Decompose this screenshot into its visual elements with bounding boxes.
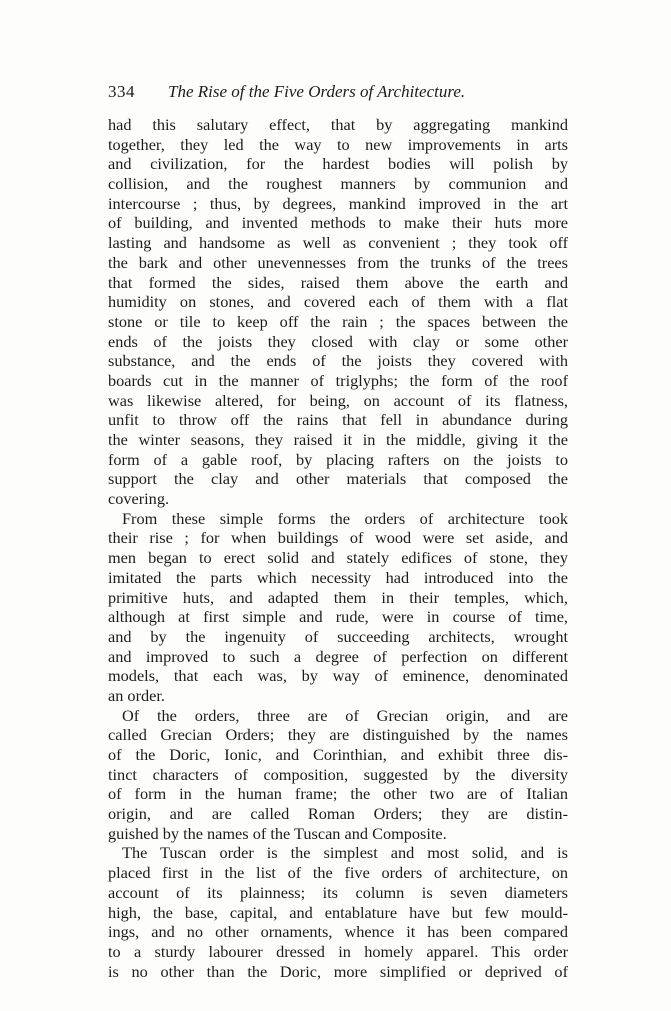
text-line: lasting and handsome as well as convenient ; they took off	[108, 233, 568, 253]
body-text	[108, 115, 568, 981]
text-line: origin, and are called Roman Orders; they are distin-	[108, 804, 568, 824]
text-line: an order.	[108, 685, 165, 705]
text-line: high, the base, capital, and entablature have but few mould-	[108, 902, 568, 922]
text-line: ings, and no other ornaments, whence it has been compared	[108, 922, 568, 942]
text-line: of building, and invented methods to make their huts more	[108, 213, 568, 233]
text-line: collision, and the roughest manners by communion and	[108, 174, 568, 194]
text-line: tinct characters of composition, suggested by the diversity	[108, 764, 568, 784]
page-number: 334	[108, 82, 135, 101]
paragraph-start-line: Of the orders, three are of Grecian origin, and are	[122, 705, 568, 725]
text-line: of the Doric, Ionic, and Corinthian, and exhibit three dis-	[108, 745, 568, 764]
text-line: the bark and other unevennesses from the trunks of the trees	[108, 252, 568, 272]
text-line: had this salutary effect, that by aggregating mankind	[108, 115, 568, 134]
text-line: placed first in the list of the five orders of architecture, on	[108, 863, 568, 883]
paragraph-start-line: From these simple forms the orders of architecture took	[122, 508, 568, 528]
text-line: ends of the joists they closed with clay or some other	[108, 331, 568, 351]
text-line: primitive huts, and adapted them in their temples, which,	[108, 587, 568, 607]
text-line: stone or tile to keep off the rain ; the spaces between the	[108, 311, 568, 331]
text-line: intercourse ; thus, by degrees, mankind improved in the art	[108, 193, 568, 213]
text-line: although at first simple and rude, were in course of time,	[108, 607, 568, 627]
text-line: models, that each was, by way of eminence, denominated	[108, 666, 568, 686]
text-line: of form in the human frame; the other two are of Italian	[108, 784, 568, 804]
text-line: their rise ; for when buildings of wood were set aside, and	[108, 528, 568, 548]
text-line: form of a gable roof, by placing rafters on the joists to	[108, 449, 568, 469]
text-line: and civilization, for the hardest bodies will polish by	[108, 154, 568, 174]
paragraph-start-line: The Tuscan order is the simplest and most solid, and is	[122, 843, 568, 863]
text-line: covering.	[108, 489, 170, 509]
text-line: boards cut in the manner of triglyphs; the form of the roof	[108, 370, 568, 390]
text-line: is no other than the Doric, more simplified or deprived of	[108, 961, 568, 981]
text-line: together, they led the way to new improvements in arts	[108, 134, 568, 154]
text-line: and by the ingenuity of succeeding architects, wrought	[108, 626, 568, 646]
text-line: substance, and the ends of the joists they covered with	[108, 351, 568, 371]
text-line: account of its plainness; its column is seven diameters	[108, 882, 568, 902]
text-line: unfit to throw off the rains that fell in abundance during	[108, 410, 568, 430]
text-line: and improved to such a degree of perfection on different	[108, 646, 568, 666]
text-line: support the clay and other materials that composed the	[108, 469, 568, 489]
text-line: humidity on stones, and covered each of them with a flat	[108, 292, 568, 312]
text-line: called Grecian Orders; they are distinguished by the names	[108, 725, 568, 745]
text-line: the winter seasons, they raised it in the middle, giving it the	[108, 430, 568, 449]
text-line: that formed the sides, raised them above the earth and	[108, 272, 568, 292]
text-line: guished by the names of the Tuscan and Composite.	[108, 823, 447, 843]
running-head	[108, 80, 568, 104]
text-line: men began to erect solid and stately edifices of stone, they	[108, 548, 568, 568]
running-title: The Rise of the Five Orders of Architecture.	[168, 82, 466, 101]
text-line: was likewise altered, for being, on account of its flatness,	[108, 390, 568, 410]
text-line: to a sturdy labourer dressed in homely apparel. This order	[108, 941, 568, 961]
text-line: imitated the parts which necessity had introduced into the	[108, 567, 568, 587]
